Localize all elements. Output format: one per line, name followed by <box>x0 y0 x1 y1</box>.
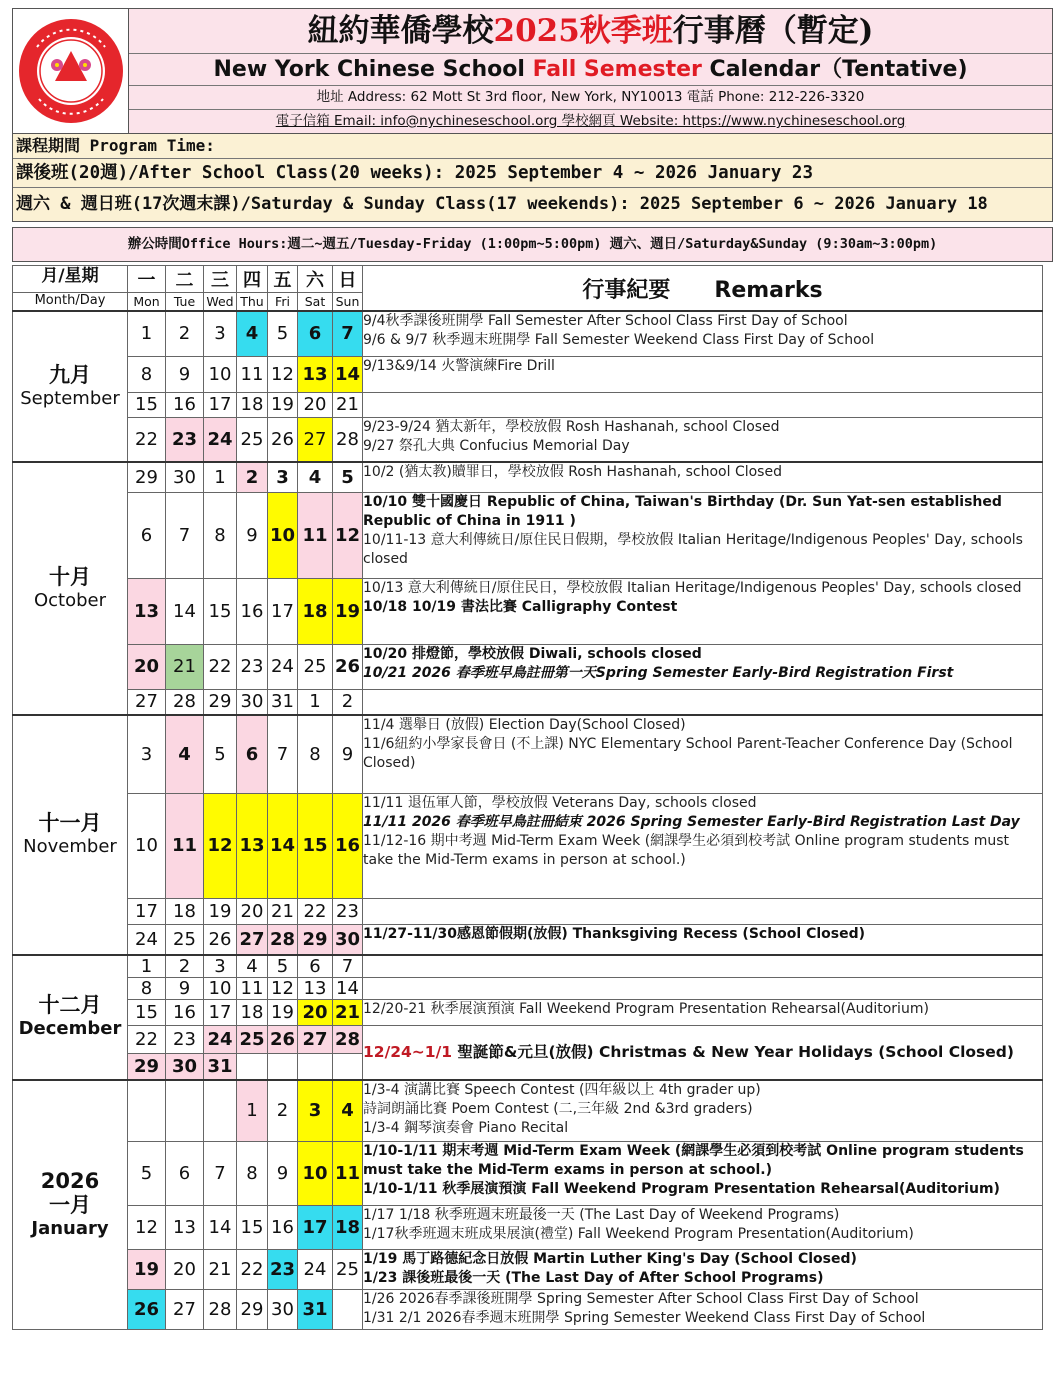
week-row <box>13 578 1043 644</box>
day-cell: 2 <box>237 462 268 492</box>
day-cell: 23 <box>237 644 268 689</box>
week-row <box>13 898 1043 924</box>
day-cell: 24 <box>298 1250 333 1290</box>
day-cell <box>333 1290 363 1330</box>
month-label <box>13 311 128 462</box>
day-cell: 25 <box>237 1026 268 1054</box>
remarks-cell <box>363 1290 1043 1330</box>
weekday-en: Tue <box>166 293 204 312</box>
remark-line: 9/27 祭孔大典 Confucius Memorial Day <box>363 437 630 454</box>
day-cell: 7 <box>166 492 204 578</box>
month-label <box>13 462 128 715</box>
day-cell: 14 <box>204 1206 237 1250</box>
remark-line: 9/13&9/14 火警演練Fire Drill <box>363 357 555 374</box>
day-cell: 3 <box>268 462 298 492</box>
day-cell: 3 <box>128 715 166 793</box>
day-cell: 4 <box>333 1080 363 1142</box>
remark-line: 1/10-1/11 期末考週 Mid-Term Exam Week (網課學生必須到校考試 Online program students must take the Mid-Term exams in person at school.) <box>363 1143 1024 1178</box>
day-cell: 20 <box>298 392 333 417</box>
weekday-cn: 二 <box>166 266 204 293</box>
remarks-cell <box>363 1000 1043 1026</box>
day-cell: 16 <box>268 1206 298 1250</box>
remark-line: 10/13 意大利傳統日/原住民日，學校放假 Italian Heritage/Indigenous Peoples' Day, schools closed <box>363 579 1022 596</box>
remarks-cell <box>363 793 1043 898</box>
day-cell <box>333 1054 363 1080</box>
day-cell: 15 <box>237 1206 268 1250</box>
month-name-cn: 十二月 <box>38 993 102 1018</box>
month-name-en: November <box>23 836 117 857</box>
day-cell: 18 <box>237 1000 268 1026</box>
remarks-cell <box>363 924 1043 955</box>
remarks-cell <box>363 715 1043 793</box>
remark-line: 11/4 選舉日 (放假) Election Day(School Closed) <box>363 717 686 733</box>
remarks-cell <box>363 955 1043 978</box>
day-cell: 21 <box>333 392 363 417</box>
day-cell: 18 <box>333 1206 363 1250</box>
weekday-cn: 四 <box>237 266 268 293</box>
day-cell: 19 <box>204 898 237 924</box>
day-cell: 4 <box>298 462 333 492</box>
month-name-en: September <box>20 387 120 409</box>
week-row <box>13 492 1043 578</box>
day-cell: 26 <box>268 417 298 462</box>
remark-line: 1/10-1/11 秋季展演預演 Fall Weekend Program Presentation Rehearsal(Auditorium) <box>363 1181 1000 1197</box>
day-cell: 31 <box>268 689 298 715</box>
day-cell: 22 <box>128 417 166 462</box>
week-row <box>13 1290 1043 1330</box>
week-row <box>13 1142 1043 1206</box>
day-cell: 25 <box>237 417 268 462</box>
remark-line: 1/17秋季班週末班成果展演(禮堂) Fall Weekend Program Presentation(Auditorium) <box>363 1226 914 1242</box>
week-row <box>13 793 1043 898</box>
day-cell: 5 <box>333 462 363 492</box>
month-name-cn: 一月 <box>49 1192 91 1217</box>
remark-line: 1/26 2026春季課後班開學 Spring Semester After School Class First Day of School <box>363 1291 919 1307</box>
day-cell: 12 <box>204 793 237 898</box>
day-cell: 27 <box>128 689 166 715</box>
day-cell: 27 <box>298 1026 333 1054</box>
day-cell: 27 <box>237 924 268 955</box>
day-cell <box>166 1080 204 1142</box>
day-cell: 10 <box>268 492 298 578</box>
day-cell: 10 <box>128 793 166 898</box>
weekday-en: Sat <box>298 293 333 312</box>
day-cell: 23 <box>268 1250 298 1290</box>
day-cell: 9 <box>166 356 204 392</box>
day-cell: 20 <box>237 898 268 924</box>
month-label <box>13 715 128 955</box>
day-cell: 21 <box>166 644 204 689</box>
day-cell: 29 <box>128 462 166 492</box>
day-cell: 13 <box>128 578 166 644</box>
month-name-cn: 十月 <box>49 564 91 589</box>
title-chinese: 紐約華僑學校2025秋季班行事曆（暫定) <box>129 9 1052 54</box>
month-name-en: December <box>18 1018 122 1040</box>
remark-line: 9/4秋季課後班開學 Fall Semester After School Class First Day of School <box>363 313 848 329</box>
remark-line: 1/19 馬丁路德紀念日放假 Martin Luther King's Day (School Closed) <box>363 1251 857 1267</box>
day-cell: 30 <box>166 1054 204 1080</box>
weekday-en: Mon <box>128 293 166 312</box>
day-cell: 30 <box>166 462 204 492</box>
day-cell: 7 <box>333 955 363 978</box>
weekday-cn: 三 <box>204 266 237 293</box>
day-cell: 17 <box>128 898 166 924</box>
remarks-cell <box>363 898 1043 924</box>
day-cell: 29 <box>128 1054 166 1080</box>
day-cell: 6 <box>128 492 166 578</box>
day-cell: 24 <box>268 644 298 689</box>
remark-line: 11/11 2026 春季班早鳥註冊結束 2026 Spring Semester Early-Bird Registration Last Day <box>363 813 1020 830</box>
day-cell: 1 <box>128 311 166 356</box>
remarks-cell <box>363 417 1043 462</box>
remark-line: 10/10 雙十國慶日 Republic of China, Taiwan's Birthday (Dr. Sun Yat-sen established Republic of China in 1911 ) <box>363 493 1002 529</box>
day-cell: 12 <box>333 492 363 578</box>
day-cell: 9 <box>333 715 363 793</box>
address-line: 地址 Address: 62 Mott St 3rd floor, New York, NY10013 電話 Phone: 212-226-3320 <box>129 86 1052 110</box>
day-cell: 11 <box>333 1142 363 1206</box>
remarks-cell <box>363 1250 1043 1290</box>
day-cell: 11 <box>237 356 268 392</box>
remarks-cell <box>363 462 1043 492</box>
calendar-table <box>12 265 1043 1330</box>
calendar-page <box>12 8 1053 1330</box>
day-cell: 15 <box>298 793 333 898</box>
week-row <box>13 356 1043 392</box>
day-cell: 23 <box>166 1026 204 1054</box>
day-cell: 22 <box>204 644 237 689</box>
month-name-en: January <box>31 1217 109 1239</box>
week-row <box>13 1000 1043 1026</box>
day-cell: 28 <box>268 924 298 955</box>
day-cell: 29 <box>298 924 333 955</box>
day-cell: 6 <box>298 955 333 978</box>
day-cell: 24 <box>204 1026 237 1054</box>
remarks-cell <box>363 644 1043 689</box>
remark-line: 1/3-4 鋼琴演奏會 Piano Recital <box>363 1119 569 1136</box>
day-cell <box>268 1054 298 1080</box>
day-cell: 8 <box>128 356 166 392</box>
day-cell: 18 <box>166 898 204 924</box>
week-row <box>13 1080 1043 1142</box>
office-hours: 辦公時間Office Hours:週二~週五/Tuesday-Friday (1:00pm~5:00pm) 週六、週日/Saturday&Sunday (9:30am~3:00pm) <box>12 227 1053 262</box>
week-row <box>13 462 1043 492</box>
remark-line: 11/11 退伍軍人節，學校放假 Veterans Day, schools closed <box>363 794 757 811</box>
month-name-cn: 九月 <box>49 362 91 387</box>
day-cell: 10 <box>298 1142 333 1206</box>
day-cell: 5 <box>268 955 298 978</box>
remark-line: 11/27-11/30感恩節假期(放假) Thanksgiving Recess (School Closed) <box>363 925 866 942</box>
remarks-cell <box>363 1080 1043 1142</box>
remark-line: 11/6紐約小學家長會日 (不上課) NYC Elementary School Parent-Teacher Conference Day (School Closed) <box>363 736 1013 771</box>
day-cell: 3 <box>204 311 237 356</box>
week-row <box>13 978 1043 1000</box>
day-cell: 30 <box>333 924 363 955</box>
day-cell: 15 <box>128 1000 166 1026</box>
day-cell: 19 <box>333 578 363 644</box>
day-cell: 16 <box>166 1000 204 1026</box>
day-cell: 4 <box>166 715 204 793</box>
day-cell: 17 <box>298 1206 333 1250</box>
remark-line: 12/20-21 秋季展演預演 Fall Weekend Program Presentation Rehearsal(Auditorium) <box>363 1001 929 1017</box>
day-cell: 6 <box>166 1142 204 1206</box>
day-cell: 30 <box>237 689 268 715</box>
day-cell: 4 <box>237 311 268 356</box>
remark-line: 9/6 & 9/7 秋季週末班開學 Fall Semester Weekend Class First Day of School <box>363 332 875 348</box>
day-cell: 6 <box>237 715 268 793</box>
weekday-en: Thu <box>237 293 268 312</box>
remark-line: 10/20 排燈節，學校放假 Diwali, schools closed <box>363 645 702 662</box>
weekday-en: Fri <box>268 293 298 312</box>
day-cell: 7 <box>268 715 298 793</box>
day-cell: 26 <box>268 1026 298 1054</box>
remark-line: 12/24~1/1 聖誕節&元旦(放假) Christmas & New Year Holidays (School Closed) <box>363 1042 1014 1061</box>
week-row <box>13 1026 1043 1054</box>
day-cell: 27 <box>166 1290 204 1330</box>
day-cell: 23 <box>166 417 204 462</box>
day-cell: 3 <box>298 1080 333 1142</box>
week-row <box>13 311 1043 356</box>
day-cell: 8 <box>298 715 333 793</box>
week-row <box>13 1250 1043 1290</box>
day-cell: 19 <box>128 1250 166 1290</box>
weekday-cn: 五 <box>268 266 298 293</box>
day-cell: 8 <box>204 492 237 578</box>
day-cell: 2 <box>166 955 204 978</box>
day-cell: 14 <box>166 578 204 644</box>
day-cell: 22 <box>237 1250 268 1290</box>
remark-line: 詩詞朗誦比賽 Poem Contest (二,三年級 2nd &3rd graders) <box>363 1100 753 1117</box>
day-cell: 15 <box>128 392 166 417</box>
week-row <box>13 1206 1043 1250</box>
day-cell: 31 <box>298 1290 333 1330</box>
day-cell: 19 <box>268 1000 298 1026</box>
after-school-period: 課後班(20週)/After School Class(20 weeks): 2025 September 4 ~ 2026 January 23 <box>13 159 1052 188</box>
title-english: New York Chinese School Fall Semester Calendar（Tentative) <box>129 54 1052 86</box>
remarks-cell <box>363 492 1043 578</box>
day-cell: 12 <box>128 1206 166 1250</box>
weekend-period: 週六 & 週日班(17次週末課)/Saturday & Sunday Class(17 weekends): 2025 September 6 ~ 2026 January 18 <box>16 194 988 214</box>
day-cell: 20 <box>298 1000 333 1026</box>
day-cell: 21 <box>268 898 298 924</box>
month-name-en: October <box>33 589 107 611</box>
day-cell: 10 <box>204 978 237 1000</box>
remarks-cell <box>363 978 1043 1000</box>
day-cell: 29 <box>204 689 237 715</box>
day-cell: 20 <box>128 644 166 689</box>
day-cell: 21 <box>333 1000 363 1026</box>
day-cell: 10 <box>204 356 237 392</box>
school-seal-icon <box>17 17 125 125</box>
day-cell <box>298 1054 333 1080</box>
day-cell: 28 <box>333 1026 363 1054</box>
month-label <box>13 1080 128 1330</box>
day-cell: 5 <box>204 715 237 793</box>
month-header: 月/星期 <box>13 266 128 293</box>
day-cell: 15 <box>204 578 237 644</box>
week-row <box>13 715 1043 793</box>
program-time-label: 課程期間 Program Time: <box>13 134 1052 159</box>
day-cell: 23 <box>333 898 363 924</box>
day-cell: 8 <box>237 1142 268 1206</box>
remarks-cell <box>363 578 1043 644</box>
weekday-cn: 一 <box>128 266 166 293</box>
remark-line: 1/3-4 演講比賽 Speech Contest (四年級以上 4th grader up) <box>363 1081 761 1098</box>
day-cell: 29 <box>237 1290 268 1330</box>
day-cell: 12 <box>268 978 298 1000</box>
month-year: 2026 <box>40 1168 100 1193</box>
day-cell: 6 <box>298 311 333 356</box>
remarks-cell <box>363 356 1043 392</box>
day-cell: 7 <box>204 1142 237 1206</box>
day-cell: 26 <box>128 1290 166 1330</box>
week-row <box>13 644 1043 689</box>
day-cell: 28 <box>204 1290 237 1330</box>
day-cell: 5 <box>128 1142 166 1206</box>
day-cell: 18 <box>298 578 333 644</box>
week-row <box>13 955 1043 978</box>
day-cell: 22 <box>298 898 333 924</box>
day-cell: 31 <box>204 1054 237 1080</box>
day-cell: 28 <box>166 689 204 715</box>
day-cell <box>237 1054 268 1080</box>
remark-line: 10/18 10/19 書法比賽 Calligraphy Contest <box>363 598 678 615</box>
weekday-cn: 日 <box>333 266 363 293</box>
day-cell: 17 <box>204 1000 237 1026</box>
school-logo <box>13 9 129 133</box>
week-row <box>13 924 1043 955</box>
remark-line: 10/2 (猶太教)贖罪日，學校放假 Rosh Hashanah, school Closed <box>363 464 782 480</box>
remark-line: 9/23-9/24 猶太新年，學校放假 Rosh Hashanah, school Closed <box>363 418 780 435</box>
day-cell: 19 <box>268 392 298 417</box>
day-cell: 12 <box>268 356 298 392</box>
remark-line: 1/17 1/18 秋季班週末班最後一天 (The Last Day of Weekend Programs) <box>363 1207 840 1223</box>
remarks-cell <box>363 1206 1043 1250</box>
day-cell: 14 <box>268 793 298 898</box>
day-cell: 28 <box>333 417 363 462</box>
day-cell: 16 <box>333 793 363 898</box>
day-cell: 17 <box>268 578 298 644</box>
day-cell: 17 <box>204 392 237 417</box>
day-cell: 24 <box>204 417 237 462</box>
day-cell: 22 <box>128 1026 166 1054</box>
day-cell: 25 <box>333 1250 363 1290</box>
remark-line: 10/21 2026 春季班早鳥註冊第一天Spring Semester Early-Bird Registration First <box>363 664 954 681</box>
day-cell: 16 <box>237 578 268 644</box>
day-cell: 13 <box>166 1206 204 1250</box>
day-cell: 14 <box>333 356 363 392</box>
day-cell: 26 <box>204 924 237 955</box>
header <box>12 8 1053 134</box>
month-label <box>13 955 128 1080</box>
day-cell: 11 <box>166 793 204 898</box>
month-name-cn: 十一月 <box>38 811 102 835</box>
day-cell: 25 <box>166 924 204 955</box>
day-cell: 1 <box>204 462 237 492</box>
day-cell: 11 <box>298 492 333 578</box>
day-cell: 21 <box>204 1250 237 1290</box>
day-cell: 25 <box>298 644 333 689</box>
week-row <box>13 689 1043 715</box>
day-cell: 14 <box>333 978 363 1000</box>
weekday-cn: 六 <box>298 266 333 293</box>
day-cell: 16 <box>166 392 204 417</box>
day-cell: 13 <box>298 978 333 1000</box>
day-cell: 20 <box>166 1250 204 1290</box>
day-cell: 9 <box>166 978 204 1000</box>
day-cell: 9 <box>237 492 268 578</box>
day-cell: 24 <box>128 924 166 955</box>
day-cell: 8 <box>128 978 166 1000</box>
remark-line: 1/31 2/1 2026春季週末班開學 Spring Semester Weekend Class First Day of School <box>363 1310 926 1326</box>
day-cell: 18 <box>237 392 268 417</box>
day-cell: 30 <box>268 1290 298 1330</box>
day-cell: 1 <box>298 689 333 715</box>
program-time <box>12 134 1053 222</box>
day-cell: 13 <box>298 356 333 392</box>
day-cell: 1 <box>237 1080 268 1142</box>
remarks-cell <box>363 311 1043 356</box>
day-cell: 26 <box>333 644 363 689</box>
remarks-cell <box>363 1026 1043 1080</box>
remark-line: 10/11-13 意大利傳統日/原住民日假期，學校放假 Italian Heritage/Indigenous Peoples' Day, schools closed <box>363 531 1023 567</box>
remarks-cell <box>363 1142 1043 1206</box>
week-row <box>13 417 1043 462</box>
weekday-en: Wed <box>204 293 237 312</box>
day-cell: 11 <box>237 978 268 1000</box>
weekday-en: Sun <box>333 293 363 312</box>
day-cell: 1 <box>128 955 166 978</box>
remarks-cell <box>363 689 1043 715</box>
day-cell: 2 <box>333 689 363 715</box>
day-cell: 5 <box>268 311 298 356</box>
remarks-header: 行事紀要 Remarks <box>363 266 1043 312</box>
remark-line: 11/12-16 期中考週 Mid-Term Exam Week (網課學生必須到校考試 Online program students must take the Mid-Term exams in person at school.) <box>363 832 1010 868</box>
day-cell <box>204 1080 237 1142</box>
day-cell: 2 <box>166 311 204 356</box>
remarks-cell <box>363 392 1043 417</box>
day-cell: 2 <box>268 1080 298 1142</box>
day-cell: 4 <box>237 955 268 978</box>
day-cell: 9 <box>268 1142 298 1206</box>
day-cell <box>128 1080 166 1142</box>
day-cell: 7 <box>333 311 363 356</box>
day-cell: 13 <box>237 793 268 898</box>
week-row <box>13 392 1043 417</box>
day-cell: 3 <box>204 955 237 978</box>
remark-line: 1/23 課後班最後一天 (The Last Day of After School Programs) <box>363 1270 824 1286</box>
day-cell: 27 <box>298 417 333 462</box>
contact-line[interactable]: 電子信箱 Email: info@nychineseschool.org 學校網頁 Website: https://www.nychineseschool.org <box>275 113 906 129</box>
month-header-en: Month/Day <box>13 293 128 312</box>
